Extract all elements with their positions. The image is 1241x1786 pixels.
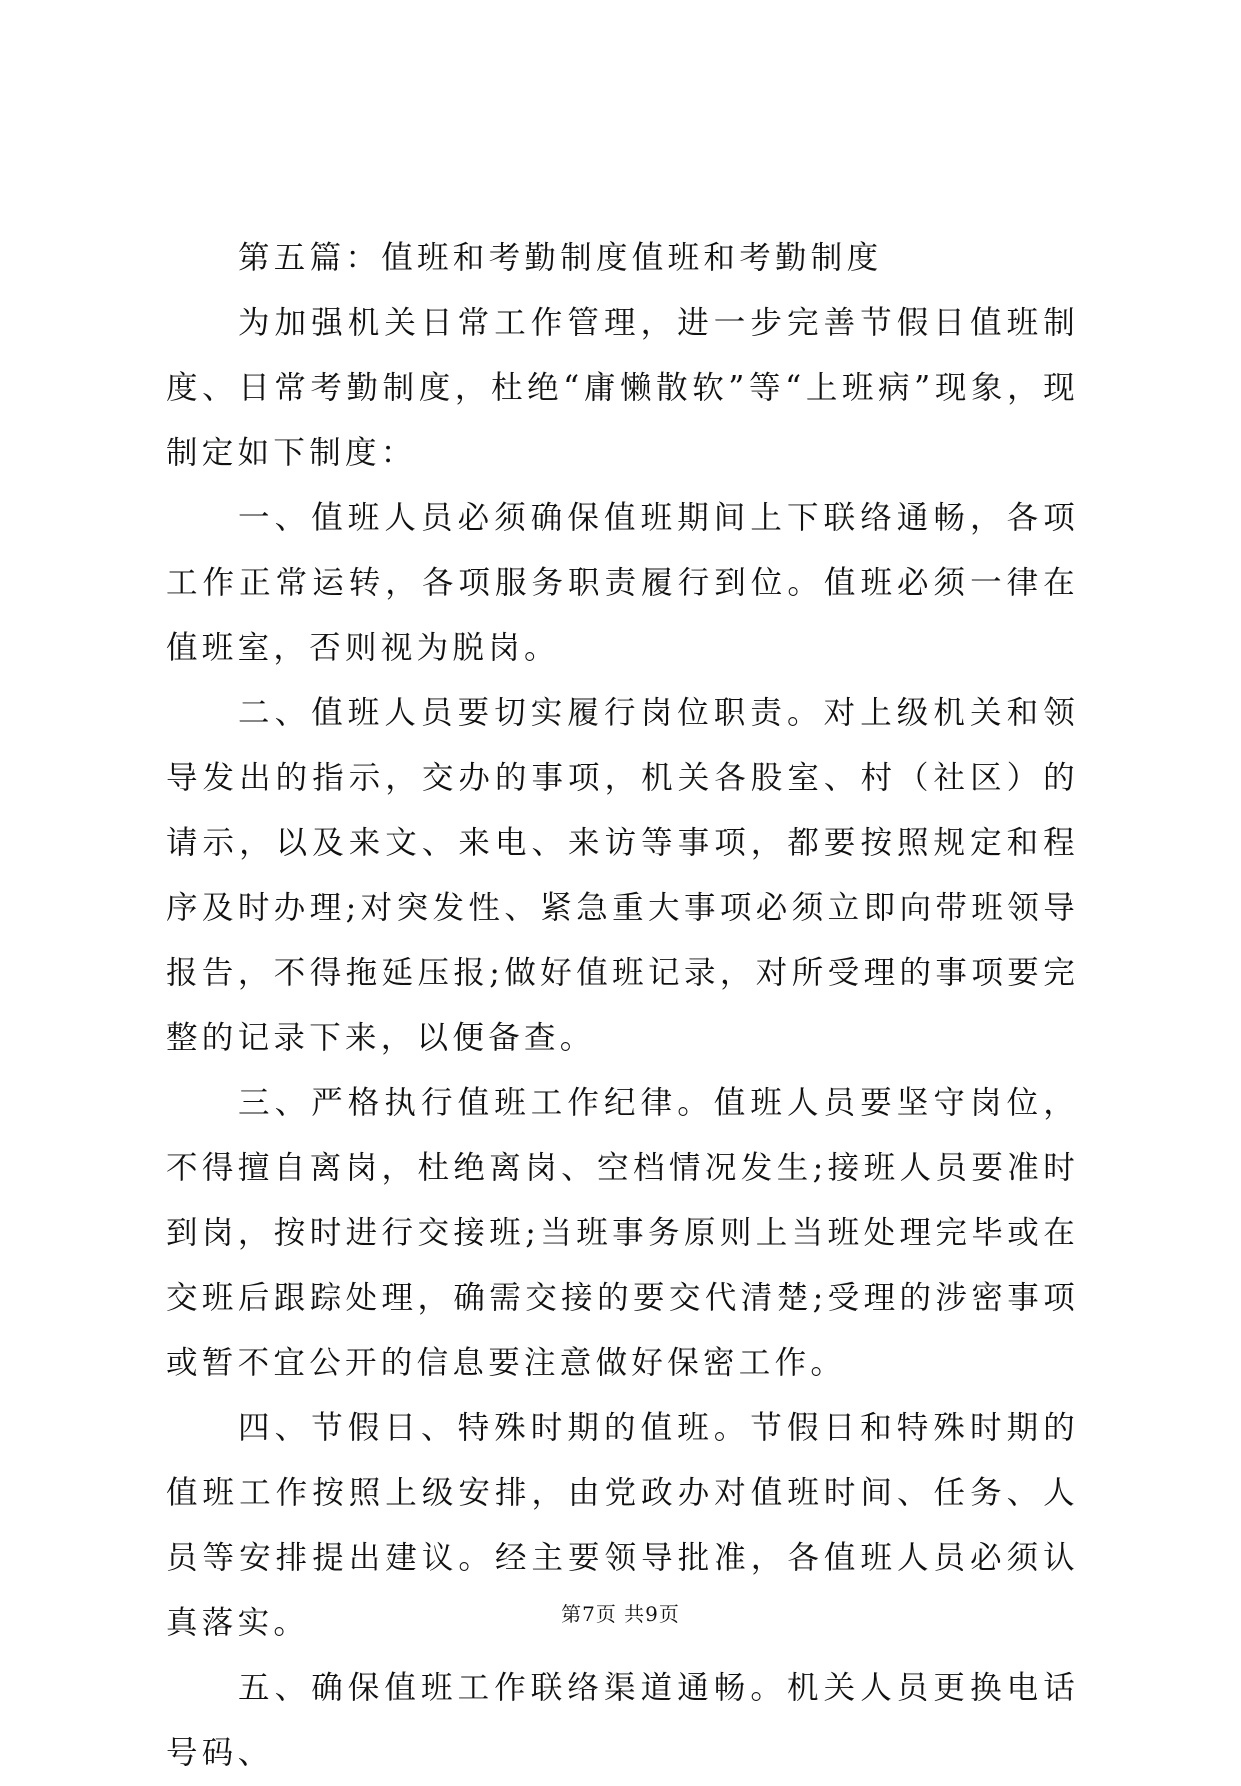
page-number-label: 第7页 共9页 — [561, 1602, 680, 1626]
rule-paragraph-4: 四、节假日、特殊时期的值班。节假日和特殊时期的值班工作按照上级安排，由党政办对值班时间、任务、人员等安排提出建议。经主要领导批准，各值班人员必须认真落实。 — [166, 1410, 1079, 1641]
page-footer — [0, 1600, 1241, 1628]
intro-paragraph: 为加强机关日常工作管理，进一步完善节假日值班制度、日常考勤制度，杜绝“庸懒散软”等“上班病”现象，现制定如下制度： — [166, 305, 1079, 471]
section-heading: 第五篇：值班和考勤制度值班和考勤制度 — [238, 240, 883, 276]
rule-paragraph-5: 五、确保值班工作联络渠道通畅。机关人员更换电话号码、 — [166, 1670, 1079, 1771]
rule-paragraph-2: 二、值班人员要切实履行岗位职责。对上级机关和领导发出的指示，交办的事项，机关各股室、村（社区）的请示，以及来文、来电、来访等事项，都要按照规定和程序及时办理;对突发性、紧急重大事项必须立即向带班领导报告，不得拖延压报;做好值班记录，对所受理的事项要完整的记录下来，以便备查。 — [166, 695, 1079, 1056]
rule-paragraph-3: 三、严格执行值班工作纪律。值班人员要坚守岗位，不得擅自离岗，杜绝离岗、空档情况发生;接班人员要准时到岗，按时进行交接班;当班事务原则上当班处理完毕或在交班后跟踪处理，确需交接的要交代清楚;受理的涉密事项或暂不宜公开的信息要注意做好保密工作。 — [166, 1085, 1079, 1381]
document-body — [166, 226, 1079, 1786]
rule-paragraph-1: 一、值班人员必须确保值班期间上下联络通畅，各项工作正常运转，各项服务职责履行到位。值班必须一律在值班室，否则视为脱岗。 — [166, 500, 1079, 666]
